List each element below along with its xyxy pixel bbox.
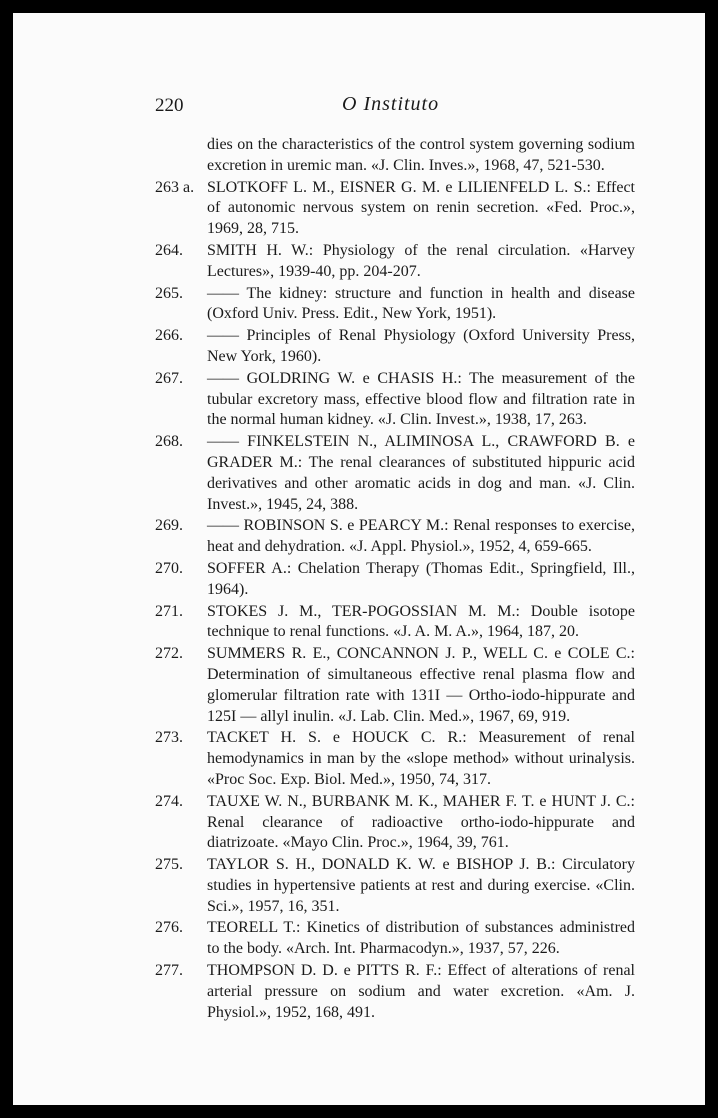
reference-text: —— FINKELSTEIN N., ALIMINOSA L., CRAWFORD B. e GRADER M.: The renal clearances of substituted hippuric acid derivatives and other aromatic acids in dog and man. «J. Clin. Invest.», 1945, 24, 388. (207, 433, 635, 513)
reference-item (155, 178, 635, 240)
reference-item (155, 918, 635, 960)
reference-number: 267. (155, 369, 183, 387)
reference-item (155, 602, 635, 644)
running-title: O Instituto (342, 93, 440, 115)
reference-text: —— Principles of Renal Physiology (Oxford University Press, New York, 1960). (207, 327, 635, 365)
reference-item (155, 792, 635, 854)
reference-text: TEORELL T.: Kinetics of distribution of substances administred to the body. «Arch. Int. Pharmacodyn.», 1937, 57, 226. (207, 919, 635, 958)
reference-number: 266. (155, 327, 183, 345)
reference-text: dies on the characteristics of the control system governing sodium excretion in uremic man. «J. Clin. Inves.», 1968, 47, 521-530. (207, 136, 635, 174)
reference-number: 277. (155, 962, 183, 980)
reference-number: 268. (155, 433, 183, 451)
reference-text: —— ROBINSON S. e PEARCY M.: Renal responses to exercise, heat and dehydration. «J. Appl. Physiol.», 1952, 4, 659-665. (207, 517, 635, 556)
reference-text: STOKES J. M., TER-POGOSSIAN M. M.: Double isotope technique to renal functions. «J. A. M. A.», 1964, 187, 20. (207, 602, 635, 641)
reference-text: SLOTKOFF L. M., EISNER G. M. e LILIENFELD L. S.: Effect of autonomic nervous system on renin secretion. «Fed. Proc.», 1969, 28, 715. (207, 178, 635, 238)
reference-number: 276. (155, 919, 183, 937)
reference-item (155, 728, 635, 790)
reference-item (155, 135, 635, 177)
reference-item (155, 369, 635, 431)
reference-number: 263 a. (155, 178, 195, 196)
reference-item (155, 516, 635, 558)
reference-text: —— GOLDRING W. e CHASIS H.: The measurement of the tubular excretory mass, effective blood flow and filtration rate in the normal human kidney. «J. Clin. Invest.», 1938, 17, 263. (207, 369, 635, 429)
reference-item (155, 644, 635, 727)
reference-item (155, 432, 635, 515)
reference-text: TACKET H. S. e HOUCK C. R.: Measurement of renal hemodynamics in man by the «slope method» without urinalysis. «Proc Soc. Exp. Biol. Med.», 1950, 74, 317. (207, 729, 635, 788)
reference-number: 270. (155, 559, 183, 577)
reference-text: SMITH H. W.: Physiology of the renal circulation. «Harvey Lectures», 1939-40, pp. 204-207. (207, 241, 635, 280)
reference-text: TAYLOR S. H., DONALD K. W. e BISHOP J. B.: Circulatory studies in hypertensive patients at rest and during exercise. «Clin. Sci.», 1957, 16, 351. (207, 856, 635, 915)
reference-item (155, 241, 635, 283)
reference-text: —— The kidney: structure and function in health and disease (Oxford Univ. Press. Edit., New York, 1951). (207, 284, 635, 323)
reference-item (155, 326, 635, 368)
reference-number: 269. (155, 517, 183, 535)
reference-text: SUMMERS R. E., CONCANNON J. P., WELL C. e COLE C.: Determination of simultaneous effective renal plasma flow and glomerular filtration rate with 131I — Ortho-iodo-hippurate and 125I — allyl inulin. «J. Lab. Clin. Med.», 1967, 69, 919. (207, 645, 635, 725)
reference-number: 264. (155, 241, 183, 259)
reference-item (155, 961, 635, 1023)
reference-number: 274. (155, 792, 183, 810)
reference-list (155, 135, 635, 1024)
reference-number: 265. (155, 284, 183, 302)
reference-text: THOMPSON D. D. e PITTS R. F.: Effect of alterations of renal arterial pressure on sodium and water excretion. «Am. J. Physiol.», 1952, 168, 491. (207, 962, 635, 1021)
reference-item (155, 284, 635, 326)
reference-number: 272. (155, 645, 183, 663)
reference-text: SOFFER A.: Chelation Therapy (Thomas Edit., Springfield, Ill., 1964). (207, 559, 635, 598)
reference-item (155, 855, 635, 917)
page (13, 13, 705, 1105)
reference-number: 271. (155, 602, 183, 620)
reference-text: TAUXE W. N., BURBANK M. K., MAHER F. T. e HUNT J. C.: Renal clearance of radioactive ortho-iodo-hippurate and diatrizoate. «Mayo Clin. Proc.», 1964, 39, 761. (207, 792, 635, 852)
reference-item (155, 559, 635, 601)
page-number: 220 (155, 95, 184, 116)
reference-number: 273. (155, 729, 183, 747)
reference-number: 275. (155, 856, 183, 874)
